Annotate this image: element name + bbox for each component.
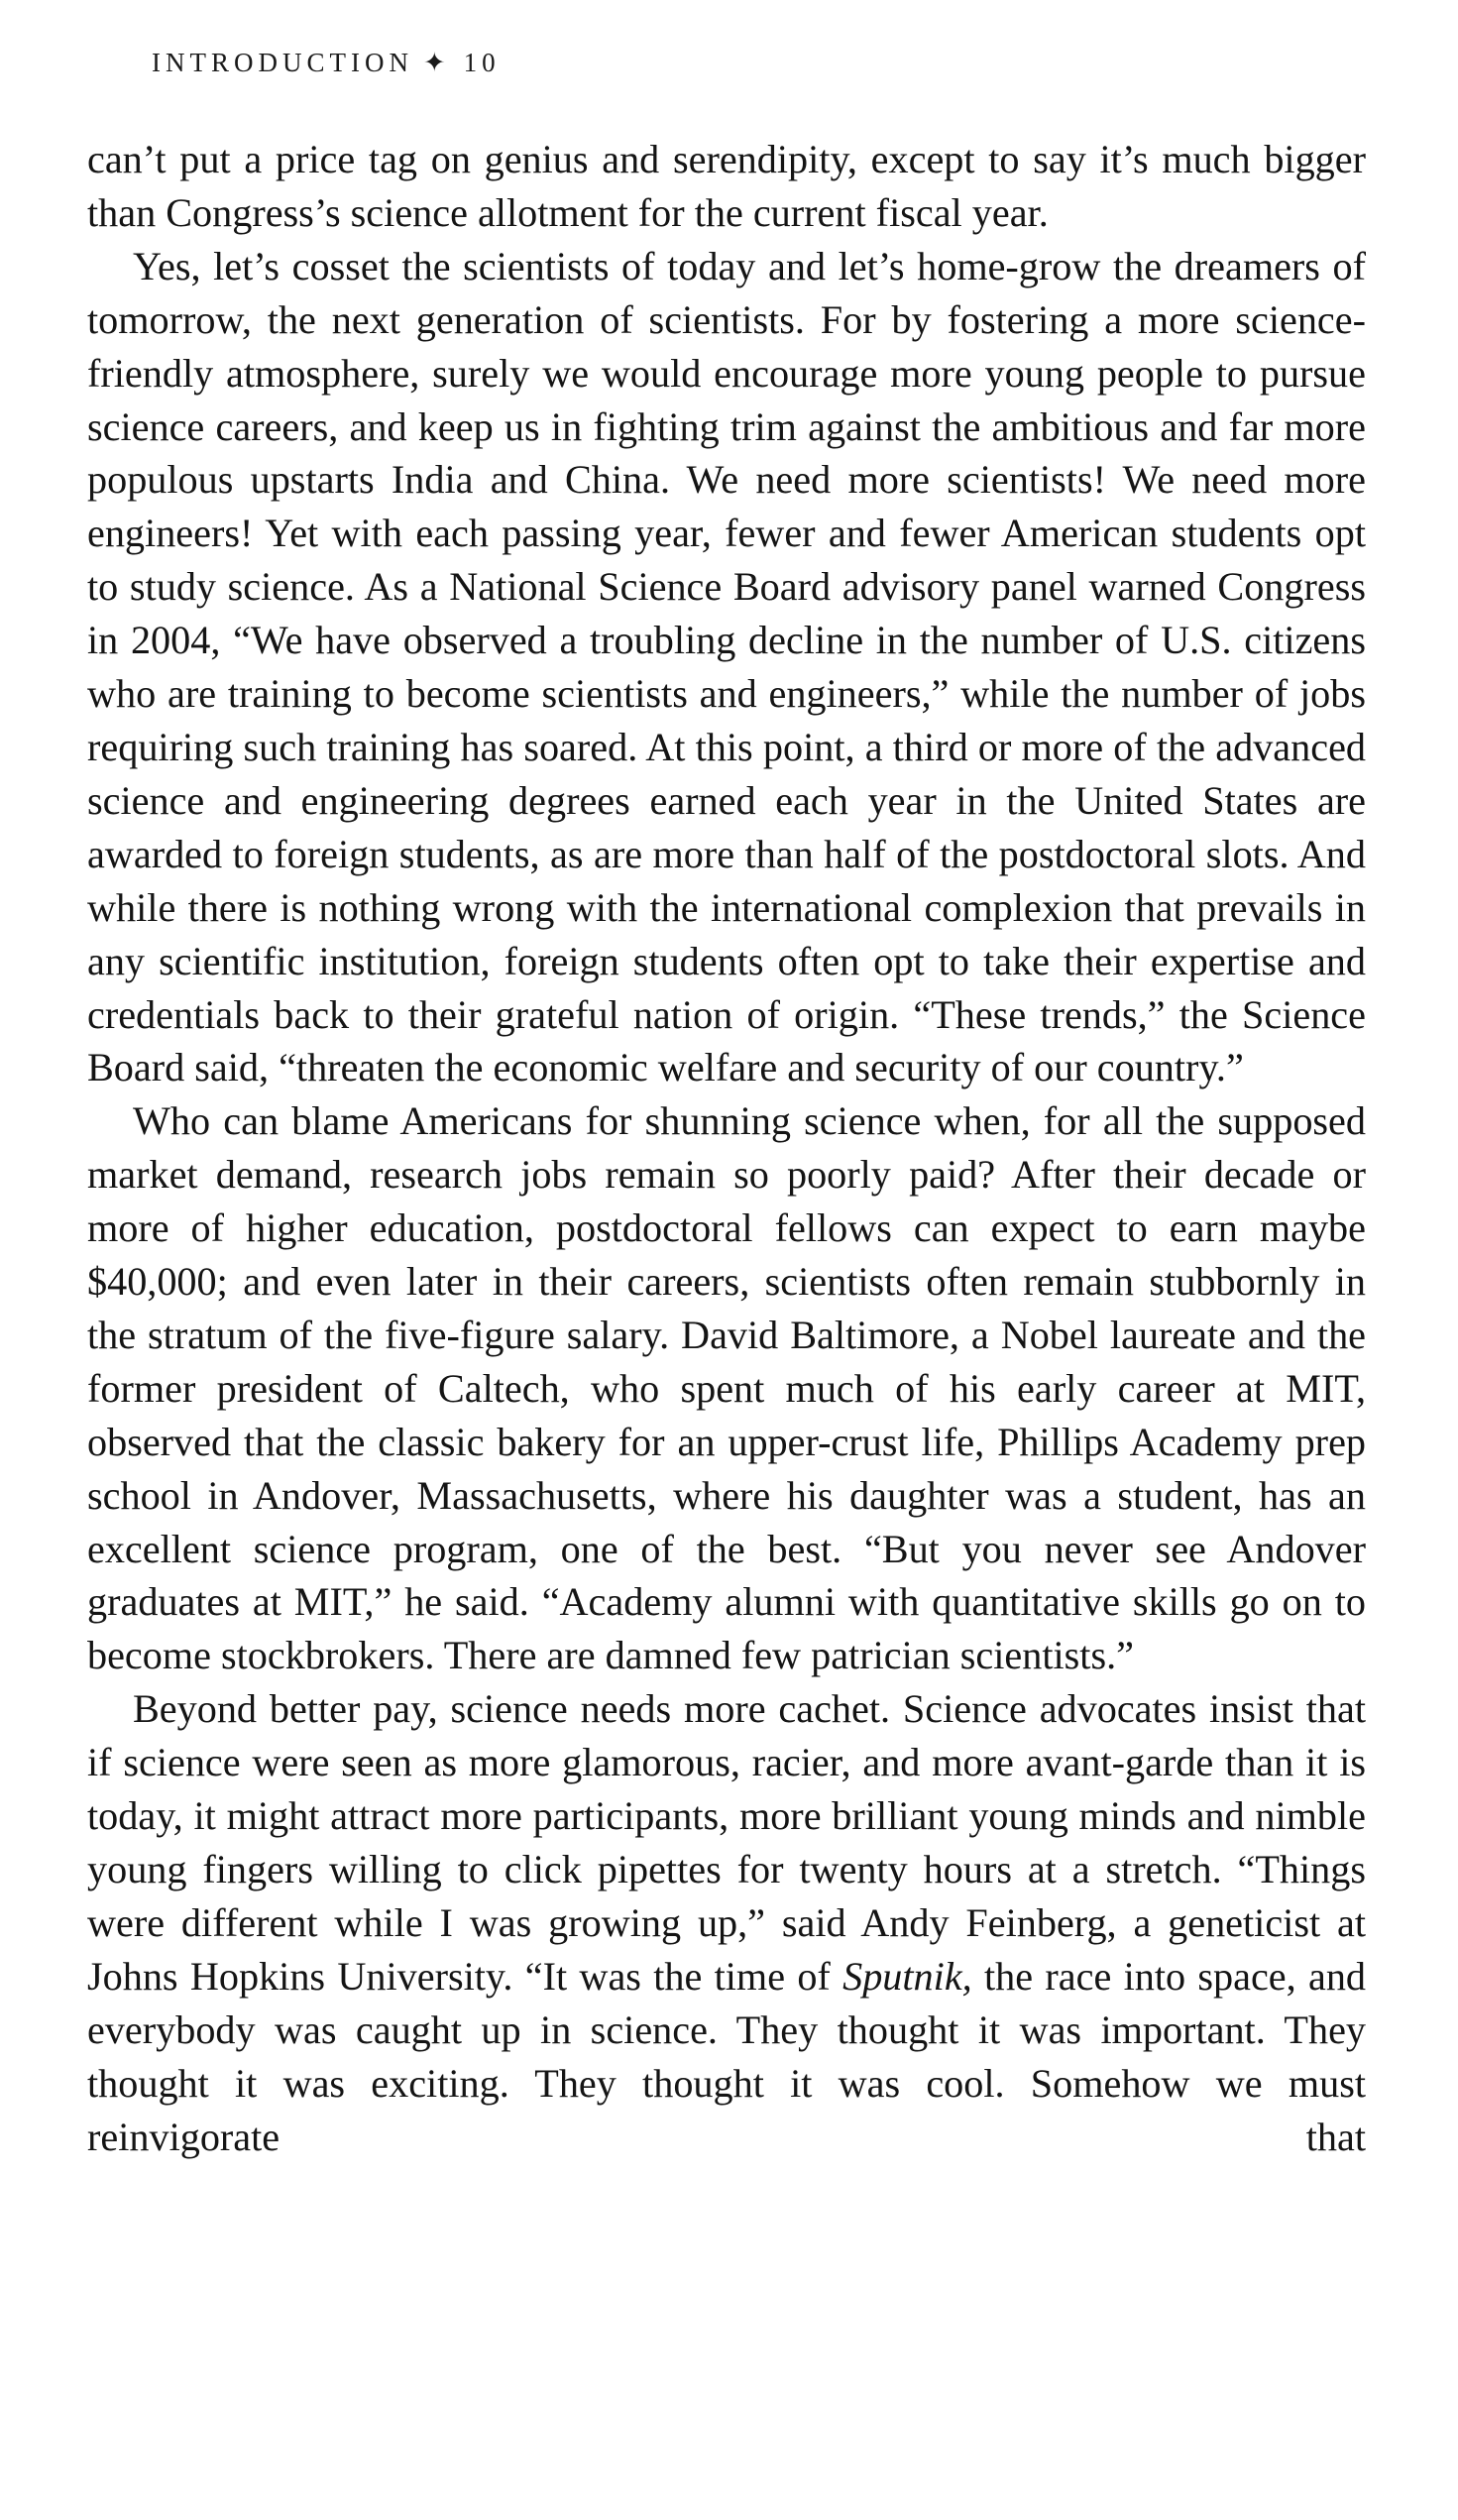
paragraph-science-cachet bbox=[87, 1682, 1366, 2163]
running-head bbox=[152, 48, 501, 78]
page-number: 10 bbox=[463, 48, 501, 77]
paragraph-text-after-italic: the race into space, and everybody was caught up in science. They thought it was important. They thought it was exciting. They thought it was cool. Somehow we must reinvigorate that bbox=[87, 1953, 1367, 2159]
paragraph-poorly-paid: Who can blame Americans for shunning science when, for all the supposed market demand, research jobs remain so poorly paid? After their decade or more of higher education, postdoctoral fellows can expect to earn maybe $40,000; and even later in their careers, scientists often remain stubbornly in the stratum of the five-figure salary. David Baltimore, a Nobel laureate and the former president of Caltech, who spent much of his early career at MIT, observed that the classic bakery for an upper-crust life, Phillips Academy prep school in Andover, Massachusetts, where his daughter was a student, has an excellent science program, one of the best. “But you never see Andover graduates at MIT,” he said. “Academy alumni with quantitative skills go on to become stockbrokers. There are damned few patrician scientists.” bbox=[87, 1098, 1366, 1678]
italic-title-sputnik: Sputnik, bbox=[842, 1953, 972, 1999]
body-text bbox=[87, 133, 1366, 2163]
ornament-icon: ✦ bbox=[422, 48, 446, 77]
paragraph-text-before-italic: Beyond better pay, science needs more cachet. Science advocates insist that if science were seen as more glamorous, racier, and more avant-garde than it is today, it might attract more participants, more brilliant young minds and nimble young fingers willing to click pipettes for twenty hours at a stretch. “Things were different while I was growing up,” said Andy Feinberg, a geneticist at Johns Hopkins University. “It was the time of bbox=[87, 1686, 1366, 1999]
running-head-section: INTRODUCTION bbox=[152, 48, 413, 77]
paragraph-science-careers: Yes, let’s cosset the scientists of today and let’s home-grow the dreamers of tomorrow, the next generation of scientists. For by fostering a more science-friendly atmosphere, surely we would encourage more young people to pursue science careers, and keep us in fighting trim against the ambitious and far more populous upstarts India and China. We need more scientists! We need more engineers! Yet with each passing year, fewer and fewer American students opt to study science. As a National Science Board advisory panel warned Congress in 2004, “We have observed a troubling decline in the number of U.S. citizens who are training to become scientists and engineers,” while the number of jobs requiring such training has soared. At this point, a third or more of the advanced science and engineering degrees earned each year in the United States are awarded to foreign students, as are more than half of the postdoctoral slots. And while there is nothing wrong with the international complexion that prevails in any scientific institution, foreign students often opt to take their expertise and credentials back to their grateful nation of origin. “These trends,” the Science Board said, “threaten the economic welfare and security of our country.” bbox=[87, 243, 1366, 1090]
paragraph-continuation: can’t put a price tag on genius and serendipity, except to say it’s much bigger than Congress’s science allotment for the current fiscal year. bbox=[87, 137, 1366, 235]
